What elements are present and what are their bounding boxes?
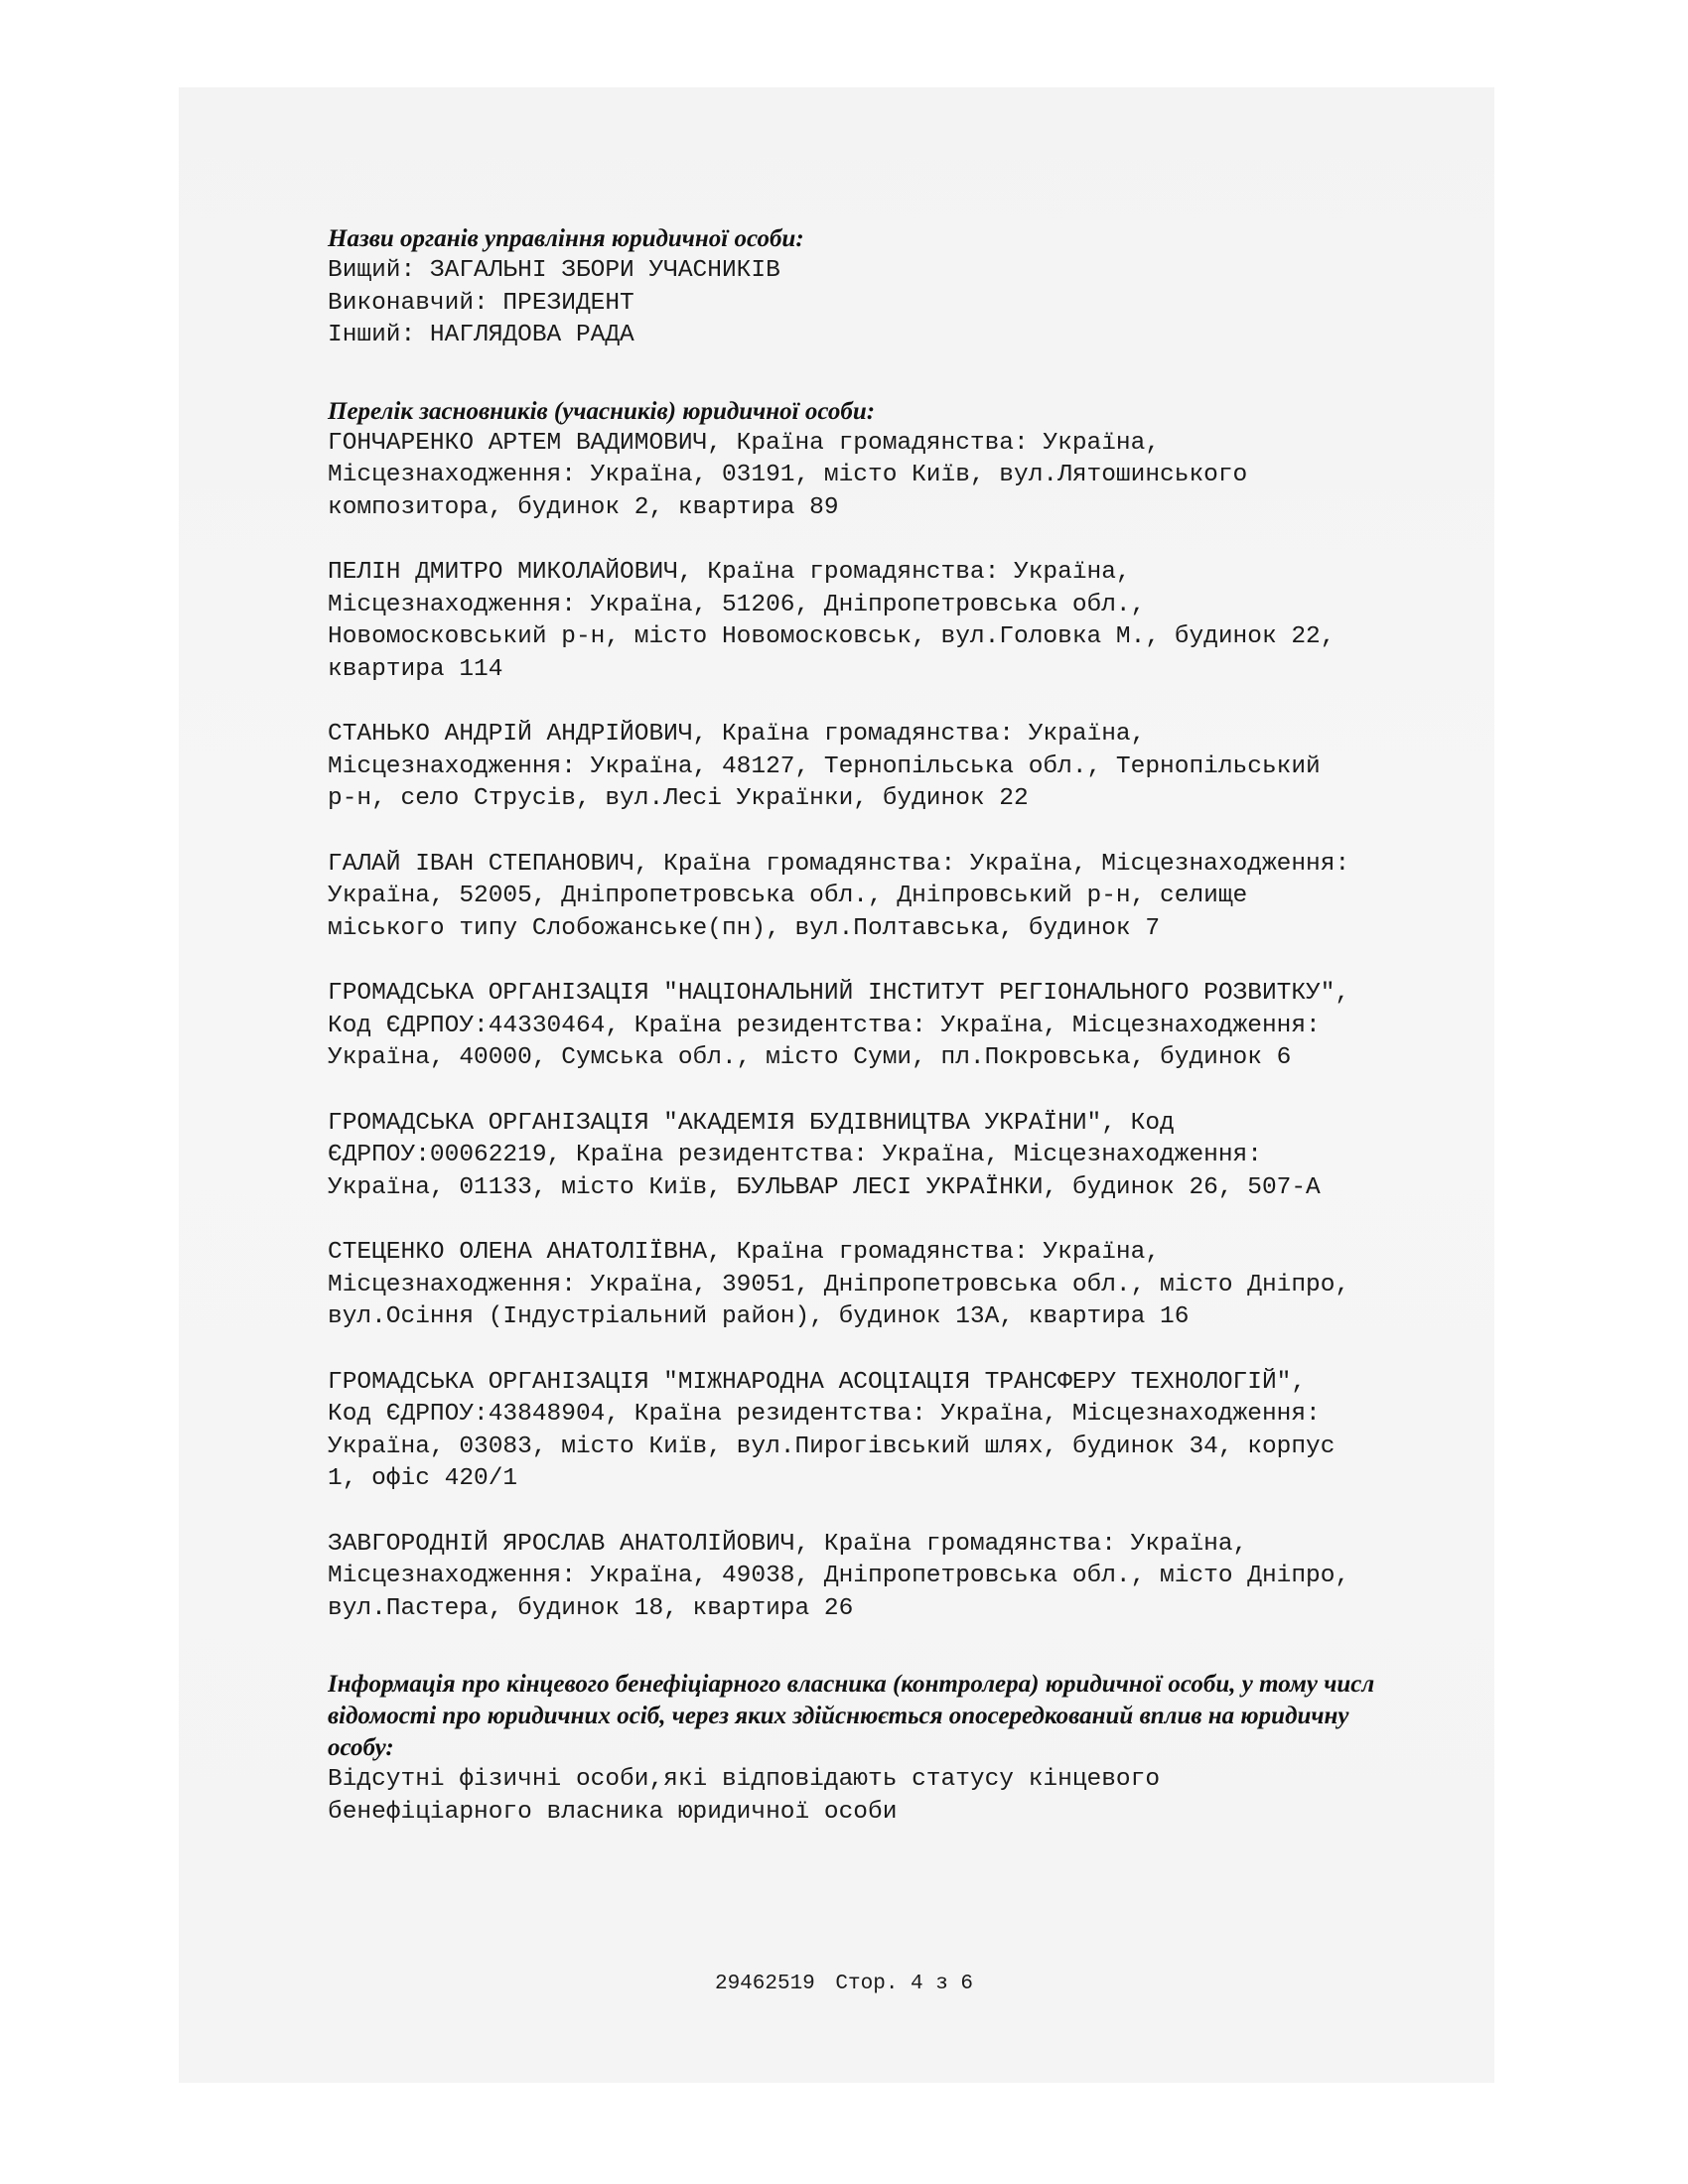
founder-line: Код ЄДРПОУ:43848904, Країна резидентства: Україна, Місцезнаходження: (328, 1401, 1321, 1428)
founder-line: р-н, село Струсів, вул.Лесі Українки, будинок 22 (328, 785, 1029, 812)
founder-line: квартира 114 (328, 655, 503, 683)
founder-entry (328, 1367, 1504, 1496)
founder-line: ЄДРПОУ:00062219, Країна резидентства: Україна, Місцезнаходження: (328, 1142, 1262, 1168)
founder-line: ПЕЛІН ДМИТРО МИКОЛАЙОВИЧ, Країна громадянства: Україна, (328, 559, 1131, 586)
governance-line: Вищий: ЗАГАЛЬНІ ЗБОРИ УЧАСНИКІВ (328, 257, 780, 284)
founder-entry (328, 719, 1504, 816)
governance-line: Інший: НАГЛЯДОВА РАДА (328, 322, 634, 348)
founder-entry (328, 557, 1504, 686)
founder-line: Код ЄДРПОУ:44330464, Країна резидентства: Україна, Місцезнаходження: (328, 1012, 1321, 1039)
founder-entry (328, 978, 1504, 1075)
founders-heading: Перелік засновників (учасників) юридичної особи: (328, 397, 876, 425)
beneficiary-line: Відсутні фізичні особи,які відповідають статусу кінцевого (328, 1766, 1161, 1793)
founder-entry (328, 428, 1504, 525)
founder-line: ГРОМАДСЬКА ОРГАНІЗАЦІЯ "АКАДЕМІЯ БУДІВНИЦТВА УКРАЇНИ", Код (328, 1109, 1175, 1137)
governance-line: Виконавчий: ПРЕЗИДЕНТ (328, 289, 634, 317)
document-number: 29462519 (714, 1973, 815, 1995)
governance-section (328, 223, 1504, 352)
founder-line: ЗАВГОРОДНІЙ ЯРОСЛАВ АНАТОЛІЙОВИЧ, Країна громадянства: Україна, (328, 1530, 1248, 1558)
founder-line: Україна, 03083, місто Київ, вул.Пирогівський шлях, будинок 34, корпус (328, 1433, 1336, 1460)
beneficiary-heading-line: особу: (328, 1734, 394, 1761)
founder-entry (328, 849, 1504, 946)
founder-line: Місцезнаходження: Україна, 39051, Дніпропетровська обл., місто Дніпро, (328, 1271, 1350, 1298)
founder-line: СТЕЦЕНКО ОЛЕНА АНАТОЛІЇВНА, Країна громадянства: Україна, (328, 1239, 1161, 1266)
founder-line: Місцезнаходження: Україна, 49038, Дніпропетровська обл., місто Дніпро, (328, 1563, 1350, 1589)
page-footer (0, 1972, 1688, 1997)
founder-entry (328, 1237, 1504, 1334)
founder-line: Україна, 01133, місто Київ, БУЛЬВАР ЛЕСІ УКРАЇНКИ, будинок 26, 507-А (328, 1173, 1321, 1201)
founder-line: 1, офіс 420/1 (328, 1465, 518, 1492)
founder-line: ГОНЧАРЕНКО АРТЕМ ВАДИМОВИЧ, Країна громадянства: Україна, (328, 429, 1161, 457)
founder-line: ГРОМАДСЬКА ОРГАНІЗАЦІЯ "МІЖНАРОДНА АСОЦІАЦІЯ ТРАНСФЕРУ ТЕХНОЛОГІЙ", (328, 1368, 1307, 1396)
beneficiary-line: бенефіціарного власника юридичної особи (328, 1798, 898, 1826)
founder-entry (328, 1529, 1504, 1626)
governance-heading: Назви органів управління юридичної особи: (328, 225, 804, 252)
founder-line: Україна, 40000, Сумська обл., місто Суми, пл.Покровська, будинок 6 (328, 1044, 1292, 1071)
founder-line: міського типу Слобожанське(пн), вул.Полтавська, будинок 7 (328, 914, 1161, 942)
page-number: Стор. 4 з 6 (835, 1973, 974, 1995)
founder-line: СТАНЬКО АНДРІЙ АНДРІЙОВИЧ, Країна громадянства: Україна, (328, 721, 1146, 748)
founder-line: Україна, 52005, Дніпропетровська обл., Дніпровський р-н, селище (328, 883, 1248, 909)
founder-line: вул.Осіння (Індустріальний район), будинок 13А, квартира 16 (328, 1303, 1190, 1330)
founder-line: композитора, будинок 2, квартира 89 (328, 493, 839, 521)
founder-line: Місцезнаходження: Україна, 48127, Тернопільська обл., Тернопільський (328, 752, 1321, 780)
founder-line: вул.Пастера, будинок 18, квартира 26 (328, 1594, 854, 1622)
founders-section (328, 396, 1504, 1626)
document-body (328, 223, 1504, 1829)
founder-line: ГАЛАЙ ІВАН СТЕПАНОВИЧ, Країна громадянства: Україна, Місцезнаходження: (328, 850, 1350, 878)
founder-line: Місцезнаходження: Україна, 03191, місто Київ, вул.Лятошинського (328, 462, 1248, 488)
founder-line: Новомосковський р-н, місто Новомосковськ, вул.Головка М., будинок 22, (328, 623, 1336, 650)
founder-line: Місцезнаходження: Україна, 51206, Дніпропетровська обл., (328, 591, 1146, 618)
beneficiary-heading-line: Інформація про кінцевого бенефіціарного власника (контролера) юридичної особи, у тому числ (328, 1671, 1375, 1698)
beneficiary-heading-line: відомості про юридичних осіб, через яких здійснюється опосередкований вплив на юридичну (328, 1703, 1349, 1729)
beneficiary-section (328, 1669, 1504, 1829)
founder-line: ГРОМАДСЬКА ОРГАНІЗАЦІЯ "НАЦІОНАЛЬНИЙ ІНСТИТУТ РЕГІОНАЛЬНОГО РОЗВИТКУ", (328, 980, 1350, 1007)
founder-entry (328, 1108, 1504, 1205)
